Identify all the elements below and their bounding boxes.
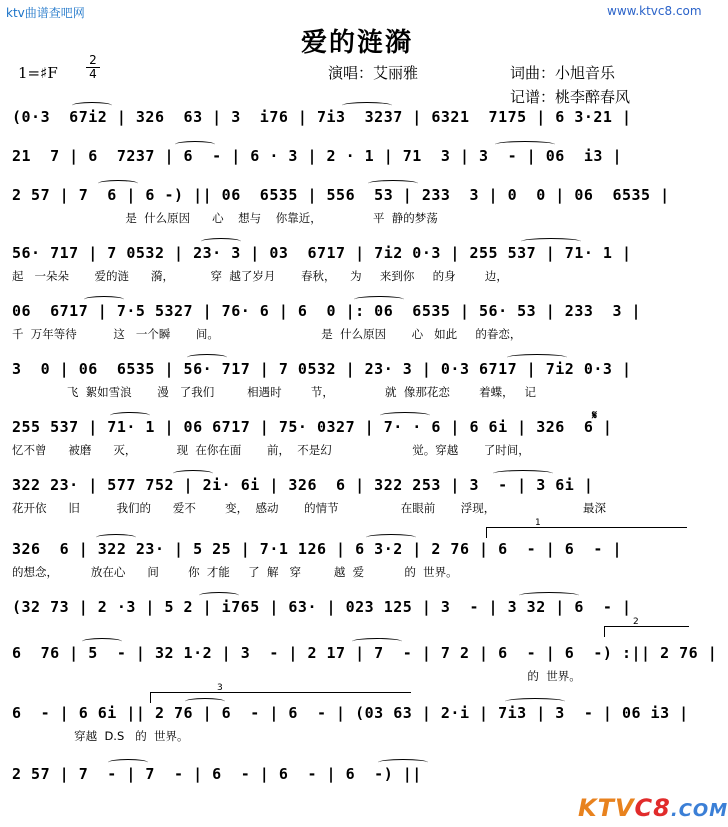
note-line: 6 - | 6 6i || 2 76 | 6 - | 6 - | (03 63 | 2·i | 7i3 | 3 - | 06 i3 | — [12, 704, 689, 722]
note-line: (32 73 | 2 ·3 | 5 2 | i765 | 63· | 023 125 | 3 - | 3 32 | 6 - | — [12, 598, 632, 616]
note-line: (0·3 67i2 | 326 63 | 3 i76 | 7i3 3237 | 6321 7175 | 6 3·21 | — [12, 108, 632, 126]
lyric-line: 花开依 旧 我们的 爱不 变， 感动 的情节 在眼前 浮现， 最深 — [12, 501, 607, 515]
score-row — [12, 476, 702, 515]
slur-mark — [519, 592, 579, 599]
slur-mark — [187, 354, 227, 361]
note-line: 326 6 | 322 23· | 5 25 | 7·1 126 | 6 3·2 | 2 76 | 6 - | 6 - | — [12, 540, 622, 558]
watermark-c8: C8 — [634, 794, 671, 822]
slur-mark — [96, 534, 136, 541]
lyric-line: 飞 絮如雪浪 漫 了我们 相遇时 节， 就 像那花恋 着蝶， 记 — [12, 385, 537, 399]
score-row — [12, 108, 702, 134]
note-line: 56· 717 | 7 0532 | 23· 3 | 03 6717 | 7i2 0·3 | 255 537 | 71· 1 | — [12, 244, 632, 262]
note-line: 322 23· | 577 752 | 2i· 6i | 326 6 | 322 253 | 3 - | 3 6i | — [12, 476, 594, 494]
slur-mark — [199, 592, 239, 599]
site-url: www.ktvc8.com — [607, 4, 702, 18]
slur-mark — [495, 141, 555, 148]
slur-mark — [368, 180, 418, 187]
slur-mark — [378, 759, 428, 766]
slur-mark — [354, 296, 404, 303]
score-row — [12, 186, 702, 225]
segno-sign: 𝄋 — [592, 408, 598, 422]
slur-mark — [352, 638, 402, 645]
slur-mark — [108, 759, 148, 766]
slur-mark — [173, 470, 213, 477]
slur-mark — [505, 698, 565, 705]
lyric-line: 千 万年等待 这 一个瞬 间。 是 什么原因 心 如此 的眷恋， — [12, 327, 522, 341]
volta-1: 1 — [486, 527, 687, 538]
slur-mark — [84, 296, 124, 303]
note-line: 3 0 | 06 6535 | 56· 717 | 7 0532 | 23· 3 | 0·3 6717 | 7i2 0·3 | — [12, 360, 632, 378]
lyric-line: 是 什么原因 心 想与 你靠近， 平 静的梦荡 — [12, 211, 438, 225]
score-row — [12, 644, 718, 683]
lyric-line: 的想念， 放在心 间 你 才能 了 解 穿 越 爱 的 世界。 — [12, 565, 458, 579]
watermark-ktv: KTV — [578, 794, 635, 822]
slur-mark — [380, 412, 430, 419]
note-line: 2 57 | 7 - | 7 - | 6 - | 6 - | 6 -) || — [12, 765, 422, 783]
score-row — [12, 598, 702, 624]
score-row — [12, 360, 702, 399]
transcriber-credit: 记谱：桃李醉春风 — [510, 88, 631, 106]
note-line: 6 76 | 5 - | 32 1·2 | 3 - | 2 17 | 7 - | 7 2 | 6 - | 6 -) :|| 2 76 | — [12, 644, 718, 662]
score-row — [12, 704, 702, 743]
lyric-line: 的 世界。 — [12, 669, 581, 683]
slur-mark — [98, 180, 138, 187]
note-line: 21 7 | 6 7237 | 6 - | 6 · 3 | 2 · 1 | 71 3 | 3 - | 06 i3 | — [12, 147, 622, 165]
time-denominator: 4 — [89, 67, 97, 81]
lyric-line: 起 一朵朵 爱的涟 漪， 穿 越了岁月 春秋， 为 来到你 的身 边， — [12, 269, 508, 283]
score-row — [12, 765, 702, 791]
score-row — [12, 302, 702, 341]
site-name: ktv曲谱查吧网 — [6, 6, 85, 20]
lyric-line: 穿越 D.S 的 世界。 — [12, 729, 189, 743]
key-signature: 1=♯F — [18, 64, 58, 82]
score-row — [12, 147, 702, 173]
volta-3: 3 — [150, 692, 411, 703]
note-line: 255 537 | 71· 1 | 06 6717 | 75· 0327 | 7· · 6 | 6 6i | 326 6 | — [12, 418, 613, 436]
song-title: 爱的涟漪 — [300, 28, 413, 58]
score-row — [12, 418, 702, 457]
note-line: 2 57 | 7 6 | 6 -) || 06 6535 | 556 53 | 233 3 | 0 0 | 06 6535 | — [12, 186, 670, 204]
slur-mark — [82, 638, 122, 645]
score-row — [12, 244, 702, 283]
slur-mark — [175, 141, 215, 148]
note-line: 06 6717 | 7·5 5327 | 76· 6 | 6 0 |: 06 6535 | 56· 53 | 233 3 | — [12, 302, 642, 320]
lyric-line: 忆不曾 被磨 灭， 现 在你在面 前， 不是幻 觉。穿越 了时间， — [12, 443, 530, 457]
score-row — [12, 540, 702, 579]
composer-credit: 词曲：小旭音乐 — [510, 64, 616, 82]
slur-mark — [507, 354, 567, 361]
slur-mark — [493, 470, 553, 477]
slur-mark — [201, 238, 241, 245]
watermark-com: .COM — [670, 800, 728, 821]
singer-credit: 演唱：艾丽雅 — [328, 64, 419, 82]
slur-mark — [366, 534, 416, 541]
watermark-logo — [578, 794, 728, 822]
time-numerator: 2 — [89, 53, 97, 67]
slur-mark — [110, 412, 150, 419]
volta-2: 2 — [604, 626, 689, 637]
time-signature — [86, 54, 100, 81]
slur-mark — [521, 238, 581, 245]
slur-mark — [72, 102, 112, 109]
slur-mark — [342, 102, 392, 109]
